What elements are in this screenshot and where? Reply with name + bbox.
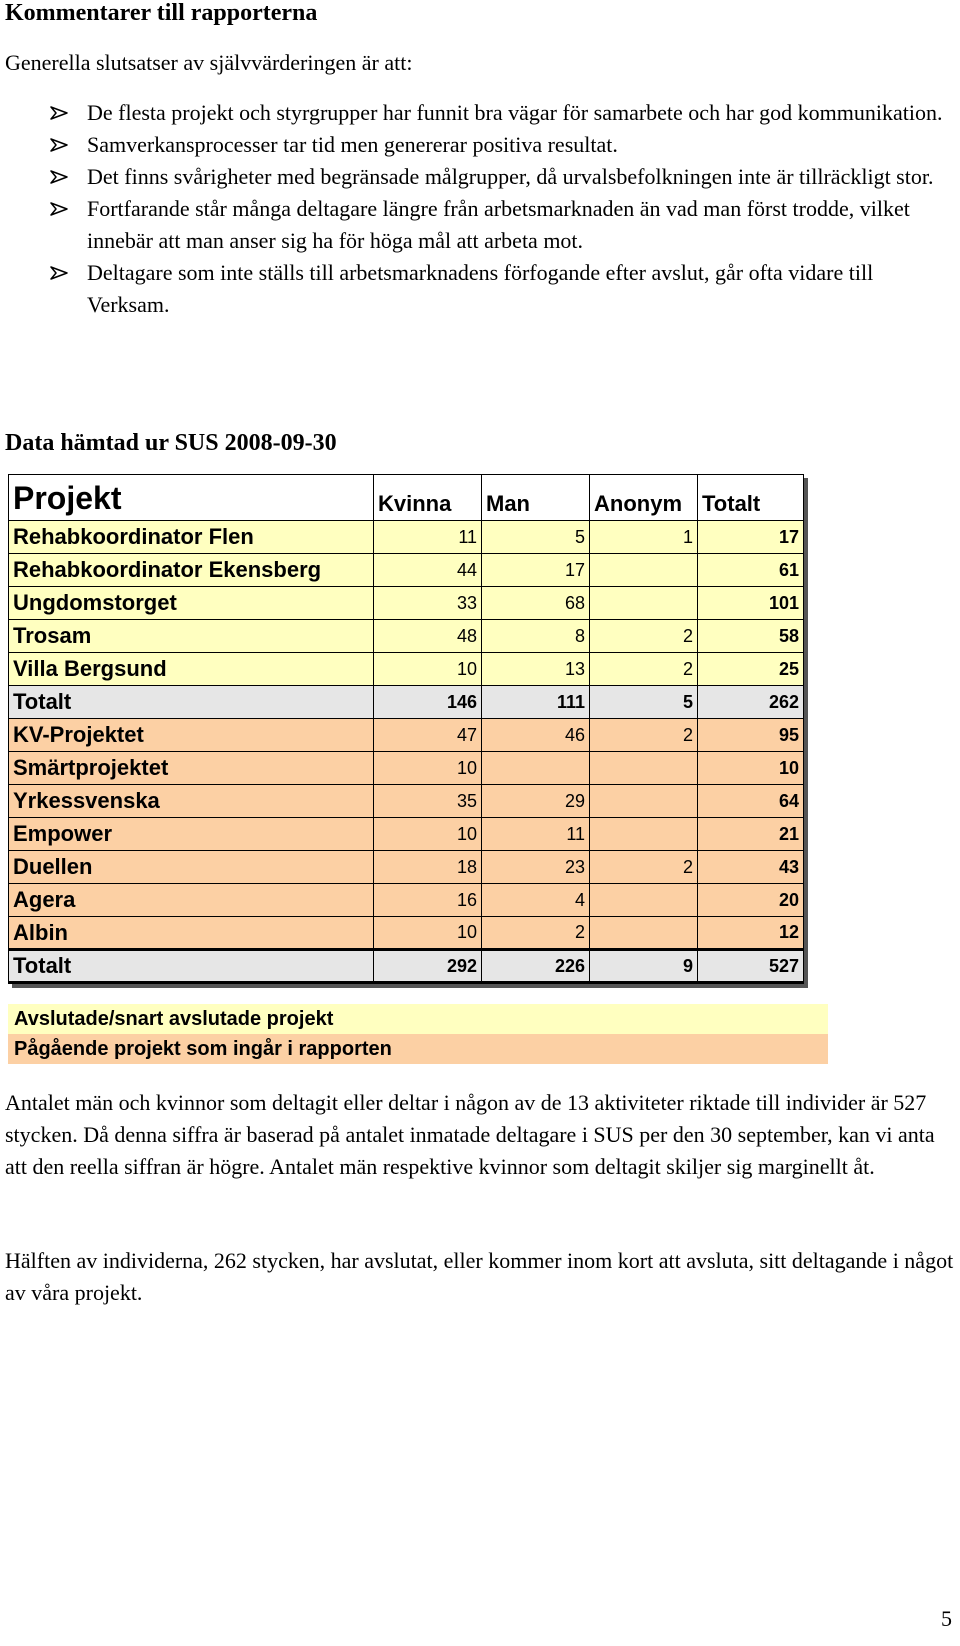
legend-finished: Avslutade/snart avslutade projekt: [8, 1004, 828, 1034]
table-row: [9, 752, 804, 785]
row-name-cell: Yrkessvenska: [9, 785, 374, 818]
man-cell: 8: [482, 620, 590, 653]
kvinna-cell: 16: [374, 884, 482, 917]
header-totalt: Totalt: [698, 475, 804, 521]
anonym-cell: [590, 818, 698, 851]
kvinna-cell: 292: [374, 950, 482, 983]
page-number: 5: [941, 1606, 952, 1631]
kvinna-cell: 35: [374, 785, 482, 818]
row-name-cell: Albin: [9, 917, 374, 950]
table-row: [9, 917, 804, 950]
totalt-cell: 12: [698, 917, 804, 950]
list-item: [5, 161, 955, 193]
man-cell: 17: [482, 554, 590, 587]
kvinna-cell: 47: [374, 719, 482, 752]
row-name-cell: Totalt: [9, 686, 374, 719]
kvinna-cell: 146: [374, 686, 482, 719]
man-cell: 4: [482, 884, 590, 917]
table-header-row: [9, 475, 804, 521]
totalt-cell: 21: [698, 818, 804, 851]
anonym-cell: 1: [590, 521, 698, 554]
man-cell: 2: [482, 917, 590, 950]
totalt-cell: 25: [698, 653, 804, 686]
totalt-cell: 64: [698, 785, 804, 818]
kvinna-cell: 44: [374, 554, 482, 587]
legend-ongoing: Pågående projekt som ingår i rapporten: [8, 1034, 828, 1064]
half-paragraph: Hälften av individerna, 262 stycken, har avslutat, eller kommer inom kort att avsluta, sitt deltagande i något av våra projekt.: [5, 1248, 954, 1305]
conclusion-list: [5, 97, 955, 321]
man-cell: [482, 752, 590, 785]
summary-paragraph: Antalet män och kvinnor som deltagit eller deltar i någon av de 13 aktiviteter riktade till individer är 527 stycken. Då denna siffra är baserad på antalet inmatade deltagare i SUS per den 30 september, kan vi anta att den reella siffran är högre. Antalet män respektive kvinnor som deltagit skiljer sig marginellt åt.: [5, 1090, 935, 1179]
anonym-cell: [590, 752, 698, 785]
bullet-text: Samverkansprocesser tar tid men genererar positiva resultat.: [87, 132, 618, 157]
man-cell: 29: [482, 785, 590, 818]
row-name-cell: Villa Bergsund: [9, 653, 374, 686]
arrow-bullet-icon: [50, 266, 68, 280]
bullet-text: De flesta projekt och styrgrupper har funnit bra vägar för samarbete och har god kommunikation.: [87, 100, 943, 125]
participants-table: [8, 474, 804, 984]
arrow-bullet-icon: [50, 138, 68, 152]
data-source-heading: Data hämtad ur SUS 2008-09-30: [5, 430, 337, 456]
man-cell: 13: [482, 653, 590, 686]
list-item: [5, 97, 955, 129]
table-row: [9, 620, 804, 653]
table-row: [9, 785, 804, 818]
man-cell: 46: [482, 719, 590, 752]
section-heading: Kommentarer till rapporterna: [5, 0, 318, 26]
header-anonym: Anonym: [590, 475, 698, 521]
anonym-cell: [590, 884, 698, 917]
row-name-cell: Totalt: [9, 950, 374, 983]
kvinna-cell: 10: [374, 818, 482, 851]
anonym-cell: 2: [590, 851, 698, 884]
intro-text: Generella slutsatser av självvärderingen är att:: [5, 50, 413, 75]
list-item: [5, 257, 955, 321]
row-name-cell: Smärtprojektet: [9, 752, 374, 785]
header-man: Man: [482, 475, 590, 521]
list-item: [5, 193, 955, 257]
table-row: [9, 521, 804, 554]
totalt-cell: 101: [698, 587, 804, 620]
kvinna-cell: 48: [374, 620, 482, 653]
row-name-cell: KV-Projektet: [9, 719, 374, 752]
table-row: [9, 884, 804, 917]
kvinna-cell: 10: [374, 917, 482, 950]
anonym-cell: [590, 587, 698, 620]
kvinna-cell: 10: [374, 752, 482, 785]
anonym-cell: 9: [590, 950, 698, 983]
kvinna-cell: 11: [374, 521, 482, 554]
totalt-cell: 61: [698, 554, 804, 587]
kvinna-cell: 18: [374, 851, 482, 884]
totalt-cell: 527: [698, 950, 804, 983]
totalt-cell: 262: [698, 686, 804, 719]
anonym-cell: 2: [590, 719, 698, 752]
table-row: [9, 950, 804, 983]
man-cell: 226: [482, 950, 590, 983]
bullet-text: Det finns svårigheter med begränsade målgrupper, då urvalsbefolkningen inte är tillräckligt stor.: [87, 164, 934, 189]
header-projekt: Projekt: [9, 475, 374, 521]
totalt-cell: 58: [698, 620, 804, 653]
table-row: [9, 554, 804, 587]
row-name-cell: Rehabkoordinator Flen: [9, 521, 374, 554]
kvinna-cell: 33: [374, 587, 482, 620]
anonym-cell: [590, 554, 698, 587]
man-cell: 111: [482, 686, 590, 719]
table-row: [9, 719, 804, 752]
table-legend: [8, 1004, 828, 1064]
anonym-cell: 2: [590, 653, 698, 686]
row-name-cell: Ungdomstorget: [9, 587, 374, 620]
totalt-cell: 17: [698, 521, 804, 554]
kvinna-cell: 10: [374, 653, 482, 686]
totalt-cell: 20: [698, 884, 804, 917]
arrow-bullet-icon: [50, 170, 68, 184]
row-name-cell: Trosam: [9, 620, 374, 653]
table-body: [9, 521, 804, 983]
totalt-cell: 43: [698, 851, 804, 884]
anonym-cell: [590, 917, 698, 950]
anonym-cell: 2: [590, 620, 698, 653]
row-name-cell: Empower: [9, 818, 374, 851]
arrow-bullet-icon: [50, 106, 68, 120]
participants-table-wrap: [8, 474, 804, 984]
header-kvinna: Kvinna: [374, 475, 482, 521]
anonym-cell: 5: [590, 686, 698, 719]
bullet-text: Deltagare som inte ställs till arbetsmarknadens förfogande efter avslut, går ofta vidare till Verksam.: [87, 260, 874, 317]
table-row: [9, 851, 804, 884]
table-row: [9, 686, 804, 719]
bullet-text: Fortfarande står många deltagare längre från arbetsmarknaden än vad man först trodde, vilket innebär att man anser sig ha för höga mål att arbeta mot.: [87, 196, 910, 253]
table-row: [9, 818, 804, 851]
man-cell: 11: [482, 818, 590, 851]
totalt-cell: 95: [698, 719, 804, 752]
list-item: [5, 129, 955, 161]
man-cell: 5: [482, 521, 590, 554]
arrow-bullet-icon: [50, 202, 68, 216]
man-cell: 68: [482, 587, 590, 620]
anonym-cell: [590, 785, 698, 818]
table-row: [9, 653, 804, 686]
man-cell: 23: [482, 851, 590, 884]
row-name-cell: Duellen: [9, 851, 374, 884]
row-name-cell: Agera: [9, 884, 374, 917]
totalt-cell: 10: [698, 752, 804, 785]
table-row: [9, 587, 804, 620]
row-name-cell: Rehabkoordinator Ekensberg: [9, 554, 374, 587]
